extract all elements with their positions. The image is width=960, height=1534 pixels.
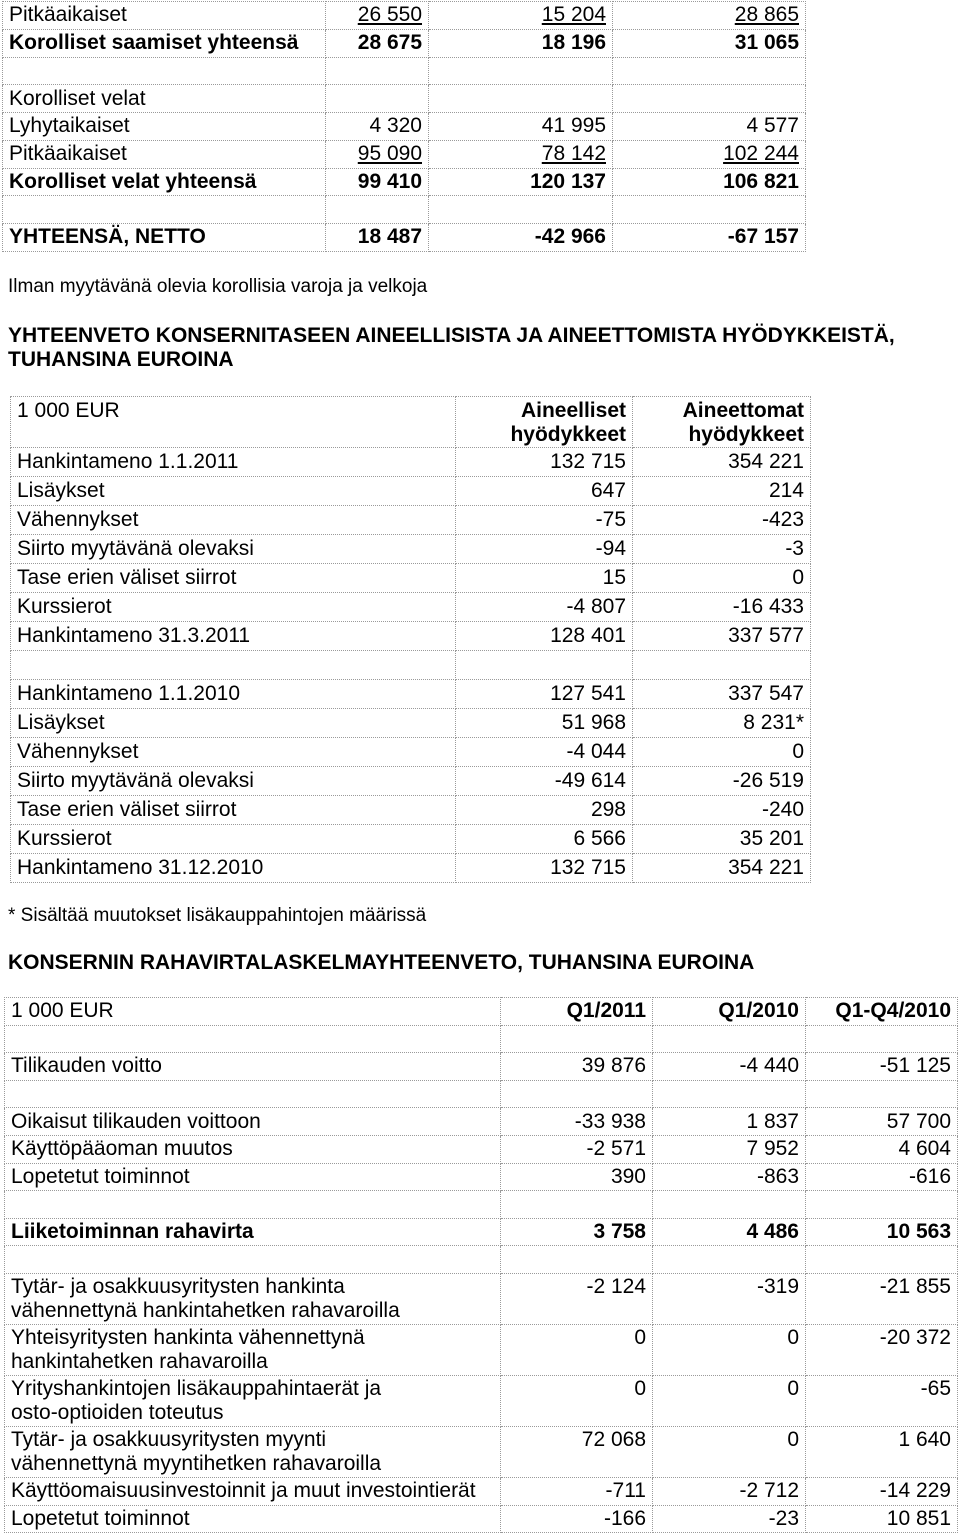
unit-label: 1 000 EUR — [11, 397, 456, 448]
interest-note: Ilman myytävänä olevia korollisia varoja ja velkoja — [8, 276, 428, 297]
value-tangible: -94 — [456, 535, 633, 564]
empty-cell — [11, 651, 456, 680]
value-q1-q4-2010: 4 604 — [806, 1135, 958, 1163]
value-q1-q4-2010: 10 851 — [806, 1505, 958, 1533]
empty-cell — [613, 196, 806, 224]
table-header-row — [5, 998, 958, 1026]
label-line: Yrityshankintojen lisäkauppahintaerät ja — [11, 1376, 382, 1400]
unit-label: 1 000 EUR — [5, 998, 501, 1026]
value-tangible: 132 715 — [456, 854, 633, 883]
row-label: Korolliset velat — [3, 85, 326, 113]
row-label: Käyttöpääoman muutos — [5, 1135, 501, 1163]
row-label: Liiketoiminnan rahavirta — [5, 1218, 501, 1246]
value-q1-q4-2010: -51 125 — [806, 1053, 958, 1081]
empty-cell — [5, 1080, 501, 1108]
table-row-empty — [3, 196, 806, 224]
value-cell: -42 966 — [429, 224, 613, 252]
table-row-empty — [5, 1025, 958, 1053]
column-header-q1-q4-2010: Q1-Q4/2010 — [806, 998, 958, 1026]
value-tangible: 15 — [456, 564, 633, 593]
table-row-total — [3, 168, 806, 196]
header-line: hyödykkeet — [688, 423, 804, 446]
interest-bearing-table — [2, 1, 806, 252]
row-label: Tase erien väliset siirrot — [11, 564, 456, 593]
value-q1-2011: 3 758 — [501, 1218, 653, 1246]
value-tangible: 51 968 — [456, 709, 633, 738]
row-label: Käyttöomaisuusinvestoinnit ja muut investointierät — [5, 1477, 501, 1505]
table-row — [11, 680, 811, 709]
value-cell: 28 865 — [613, 2, 806, 30]
table-row — [3, 140, 806, 168]
row-label: Korolliset saamiset yhteensä — [3, 29, 326, 57]
value-q1-2010: -23 — [653, 1505, 806, 1533]
table-row — [5, 1324, 958, 1375]
value-intangible: -240 — [633, 796, 811, 825]
table-row — [11, 477, 811, 506]
table-row — [11, 767, 811, 796]
value-cell: 28 675 — [326, 29, 429, 57]
table-row — [11, 709, 811, 738]
value-cell: 18 487 — [326, 224, 429, 252]
row-label: Pitkäaikaiset — [3, 2, 326, 30]
row-label: Pitkäaikaiset — [3, 140, 326, 168]
table-row — [11, 738, 811, 767]
table-row-empty — [5, 1080, 958, 1108]
table-row — [11, 593, 811, 622]
table-row-total — [5, 1218, 958, 1246]
value-q1-2010: -2 712 — [653, 1477, 806, 1505]
value-q1-q4-2010: 10 563 — [806, 1218, 958, 1246]
value-tangible: 127 541 — [456, 680, 633, 709]
value-q1-2010: 0 — [653, 1426, 806, 1477]
value-q1-q4-2010: 1 640 — [806, 1426, 958, 1477]
column-header-tangible — [456, 397, 633, 448]
value-q1-2010: 1 837 — [653, 1108, 806, 1136]
value-q1-q4-2010: -21 855 — [806, 1273, 958, 1324]
table-row-empty — [5, 1246, 958, 1274]
empty-cell — [501, 1025, 653, 1053]
row-label: Siirto myytävänä olevaksi — [11, 535, 456, 564]
value-q1-2010: -863 — [653, 1163, 806, 1191]
table-row-empty — [3, 57, 806, 85]
table-row — [5, 1108, 958, 1136]
table-row-total — [3, 224, 806, 252]
label-line: vähennettynä hankintahetken rahavaroilla — [11, 1299, 400, 1323]
row-label: Hankintameno 31.3.2011 — [11, 622, 456, 651]
value-tangible: 132 715 — [456, 448, 633, 477]
value-tangible: 298 — [456, 796, 633, 825]
table-row — [5, 1375, 958, 1426]
value-q1-q4-2010: 57 700 — [806, 1108, 958, 1136]
value-cell: 18 196 — [429, 29, 613, 57]
header-line: Aineettomat — [682, 399, 804, 422]
empty-cell — [429, 85, 613, 113]
empty-cell — [613, 57, 806, 85]
label-line: vähennettynä myyntihetken rahavaroilla — [11, 1452, 382, 1476]
value-q1-2010: 7 952 — [653, 1135, 806, 1163]
table-row-empty — [5, 1191, 958, 1219]
cash-flow-title: KONSERNIN RAHAVIRTALASKELMAYHTEENVETO, TUHANSINA EUROINA — [8, 951, 755, 974]
table-row — [5, 1477, 958, 1505]
row-label: Lyhytaikaiset — [3, 113, 326, 141]
empty-cell — [5, 1246, 501, 1274]
value-tangible: 128 401 — [456, 622, 633, 651]
value-intangible: 0 — [633, 738, 811, 767]
title-line: TUHANSINA EUROINA — [8, 348, 234, 371]
row-label: Hankintameno 1.1.2011 — [11, 448, 456, 477]
row-label: Vähennykset — [11, 738, 456, 767]
value-q1-2011: 0 — [501, 1375, 653, 1426]
value-cell: 31 065 — [613, 29, 806, 57]
value-q1-2010: 0 — [653, 1324, 806, 1375]
label-line: hankintahetken rahavaroilla — [11, 1350, 268, 1374]
value-q1-2011: 390 — [501, 1163, 653, 1191]
empty-cell — [613, 85, 806, 113]
row-label: Vähennykset — [11, 506, 456, 535]
value-q1-2011: 72 068 — [501, 1426, 653, 1477]
value-intangible: 8 231* — [633, 709, 811, 738]
table-row — [11, 564, 811, 593]
value-intangible: 337 547 — [633, 680, 811, 709]
table-row — [5, 1135, 958, 1163]
row-label: Tilikauden voitto — [5, 1053, 501, 1081]
value-intangible: -423 — [633, 506, 811, 535]
label-line: osto-optioiden toteutus — [11, 1401, 224, 1425]
value-q1-2011: -166 — [501, 1505, 653, 1533]
value-intangible: -16 433 — [633, 593, 811, 622]
table-row — [11, 825, 811, 854]
value-cell: 41 995 — [429, 113, 613, 141]
table-header-row — [11, 397, 811, 448]
value-intangible: 35 201 — [633, 825, 811, 854]
header-line: Aineelliset — [520, 399, 626, 422]
value-intangible: 214 — [633, 477, 811, 506]
value-q1-2011: -711 — [501, 1477, 653, 1505]
empty-cell — [5, 1025, 501, 1053]
value-q1-2011: -2 124 — [501, 1273, 653, 1324]
value-cell: -67 157 — [613, 224, 806, 252]
value-intangible: 337 577 — [633, 622, 811, 651]
empty-cell — [806, 1191, 958, 1219]
table-row — [5, 1426, 958, 1477]
value-cell: 95 090 — [326, 140, 429, 168]
value-cell: 102 244 — [613, 140, 806, 168]
empty-cell — [653, 1080, 806, 1108]
empty-cell — [806, 1025, 958, 1053]
table-row — [5, 1505, 958, 1533]
table-row — [3, 85, 806, 113]
table-row — [3, 2, 806, 30]
row-label: Lisäykset — [11, 709, 456, 738]
value-q1-2010: 0 — [653, 1375, 806, 1426]
header-line: hyödykkeet — [510, 423, 626, 446]
empty-cell — [429, 57, 613, 85]
empty-cell — [653, 1191, 806, 1219]
cash-flow-table — [4, 997, 958, 1533]
value-q1-2010: 4 486 — [653, 1218, 806, 1246]
empty-cell — [456, 651, 633, 680]
value-q1-2011: 0 — [501, 1324, 653, 1375]
empty-cell — [501, 1080, 653, 1108]
label-line: Yhteisyritysten hankinta vähennettynä — [11, 1325, 365, 1349]
value-cell: 15 204 — [429, 2, 613, 30]
empty-cell — [3, 196, 326, 224]
empty-cell — [3, 57, 326, 85]
table-row-empty — [11, 651, 811, 680]
row-label: Kurssierot — [11, 825, 456, 854]
value-q1-2011: -2 571 — [501, 1135, 653, 1163]
label-line: Tytär- ja osakkuusyritysten hankinta — [11, 1274, 345, 1298]
column-header-intangible — [633, 397, 811, 448]
empty-cell — [326, 57, 429, 85]
empty-cell — [653, 1246, 806, 1274]
assets-summary-title — [8, 324, 895, 372]
value-cell: 26 550 — [326, 2, 429, 30]
table-row — [11, 622, 811, 651]
value-tangible: 6 566 — [456, 825, 633, 854]
empty-cell — [806, 1080, 958, 1108]
column-header-q1-2010: Q1/2010 — [653, 998, 806, 1026]
empty-cell — [429, 196, 613, 224]
value-q1-2011: 39 876 — [501, 1053, 653, 1081]
empty-cell — [501, 1246, 653, 1274]
value-intangible: 354 221 — [633, 854, 811, 883]
value-intangible: -3 — [633, 535, 811, 564]
empty-cell — [806, 1246, 958, 1274]
value-intangible: 354 221 — [633, 448, 811, 477]
table-row-total — [3, 29, 806, 57]
value-intangible: -26 519 — [633, 767, 811, 796]
value-q1-2011: -33 938 — [501, 1108, 653, 1136]
footnote: * Sisältää muutokset lisäkauppahintojen määrissä — [8, 905, 427, 926]
table-row — [11, 796, 811, 825]
value-cell: 4 320 — [326, 113, 429, 141]
table-row — [3, 113, 806, 141]
value-q1-2010: -4 440 — [653, 1053, 806, 1081]
row-label: Lopetetut toiminnot — [5, 1505, 501, 1533]
row-label: Lopetetut toiminnot — [5, 1163, 501, 1191]
label-line: Tytär- ja osakkuusyritysten myynti — [11, 1427, 327, 1451]
value-cell: 106 821 — [613, 168, 806, 196]
value-q1-q4-2010: -616 — [806, 1163, 958, 1191]
row-label — [5, 1426, 501, 1477]
empty-cell — [633, 651, 811, 680]
table-row — [11, 535, 811, 564]
value-q1-q4-2010: -20 372 — [806, 1324, 958, 1375]
value-tangible: 647 — [456, 477, 633, 506]
row-label: Kurssierot — [11, 593, 456, 622]
title-line: YHTEENVETO KONSERNITASEEN AINEELLISISTA JA AINEETTOMISTA HYÖDYKKEISTÄ, — [8, 324, 895, 347]
empty-cell — [501, 1191, 653, 1219]
row-label: Siirto myytävänä olevaksi — [11, 767, 456, 796]
empty-cell — [5, 1191, 501, 1219]
table-row — [11, 506, 811, 535]
value-tangible: -49 614 — [456, 767, 633, 796]
value-tangible: -75 — [456, 506, 633, 535]
value-cell: 78 142 — [429, 140, 613, 168]
table-row — [11, 448, 811, 477]
row-label: Hankintameno 1.1.2010 — [11, 680, 456, 709]
value-tangible: -4 044 — [456, 738, 633, 767]
row-label: Korolliset velat yhteensä — [3, 168, 326, 196]
empty-cell — [326, 196, 429, 224]
value-cell: 4 577 — [613, 113, 806, 141]
table-row — [5, 1163, 958, 1191]
row-label: Hankintameno 31.12.2010 — [11, 854, 456, 883]
value-q1-q4-2010: -14 229 — [806, 1477, 958, 1505]
value-q1-2010: -319 — [653, 1273, 806, 1324]
value-cell: 99 410 — [326, 168, 429, 196]
table-row — [5, 1273, 958, 1324]
row-label — [5, 1324, 501, 1375]
row-label — [5, 1375, 501, 1426]
empty-cell — [326, 85, 429, 113]
value-cell: 120 137 — [429, 168, 613, 196]
value-intangible: 0 — [633, 564, 811, 593]
row-label: Tase erien väliset siirrot — [11, 796, 456, 825]
row-label: Lisäykset — [11, 477, 456, 506]
value-q1-q4-2010: -65 — [806, 1375, 958, 1426]
table-row — [11, 854, 811, 883]
assets-summary-table — [10, 396, 811, 883]
table-row — [5, 1053, 958, 1081]
row-label: YHTEENSÄ, NETTO — [3, 224, 326, 252]
empty-cell — [653, 1025, 806, 1053]
value-tangible: -4 807 — [456, 593, 633, 622]
row-label — [5, 1273, 501, 1324]
column-header-q1-2011: Q1/2011 — [501, 998, 653, 1026]
row-label: Oikaisut tilikauden voittoon — [5, 1108, 501, 1136]
